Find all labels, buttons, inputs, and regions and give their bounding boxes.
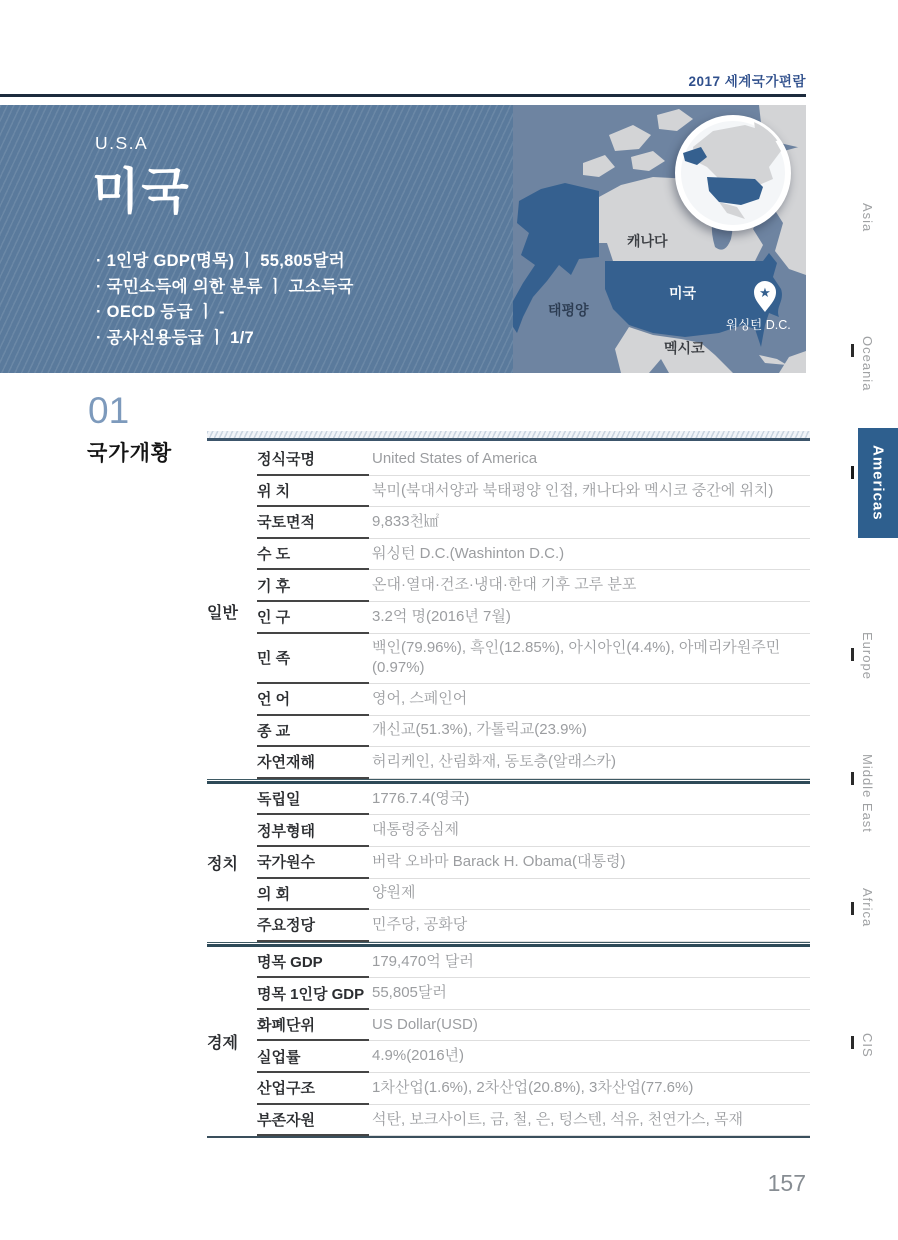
table-row xyxy=(257,716,810,748)
table-group xyxy=(207,784,810,942)
country-stat-line: · OECD 등급 ㅣ - xyxy=(96,303,225,321)
group-name: 일반 xyxy=(207,604,238,622)
row-value: 영어, 스페인어 xyxy=(369,684,810,716)
section-number: 01 xyxy=(88,390,130,431)
tab-asia: Asia xyxy=(860,203,875,233)
table-row xyxy=(257,602,810,634)
table-row xyxy=(257,539,810,571)
row-value: 허리케인, 산림화재, 동토층(알래스카) xyxy=(369,747,810,779)
map-label-usa: 미국 xyxy=(669,285,697,301)
row-label: 명목 GDP xyxy=(257,947,369,979)
row-label: 정부형태 xyxy=(257,815,369,847)
country-stat-line: · 1인당 GDP(명목) ㅣ 55,805달러 xyxy=(96,252,345,270)
table-row xyxy=(257,570,810,602)
row-label: 실업률 xyxy=(257,1041,369,1073)
hatch-bar xyxy=(207,431,810,441)
table-row xyxy=(257,910,810,942)
country-hero xyxy=(0,105,806,373)
page-number: 157 xyxy=(767,1170,806,1196)
table-row xyxy=(257,815,810,847)
table-group xyxy=(207,444,810,779)
row-label: 독립일 xyxy=(257,784,369,816)
row-label: 기 후 xyxy=(257,570,369,602)
svg-text:★: ★ xyxy=(759,285,771,300)
row-value: 1차산업(1.6%), 2차산업(20.8%), 3차산업(77.6%) xyxy=(369,1073,810,1105)
row-label: 산업구조 xyxy=(257,1073,369,1105)
table-row xyxy=(257,684,810,716)
tab-tick xyxy=(851,902,854,915)
section-title: 국가개황 xyxy=(87,442,173,465)
tab-middle-east: Middle East xyxy=(860,754,875,833)
table-row xyxy=(257,507,810,539)
table-row xyxy=(257,879,810,911)
map-label-pacific: 태평양 xyxy=(548,302,589,318)
row-label: 화폐단위 xyxy=(257,1010,369,1042)
edition-header: 2017 세계국가편람 xyxy=(688,74,806,89)
country-map xyxy=(513,105,806,373)
tab-europe: Europe xyxy=(860,632,875,680)
table-group xyxy=(207,947,810,1137)
top-rule xyxy=(0,94,806,97)
group-rows xyxy=(257,947,810,1137)
row-label: 국토면적 xyxy=(257,507,369,539)
table-row xyxy=(257,1105,810,1137)
map-label-capital: 워싱턴 D.C. xyxy=(726,318,791,332)
row-value: 온대·열대·건조·냉대·한대 기후 고루 분포 xyxy=(369,570,810,602)
row-value: 양원제 xyxy=(369,879,810,911)
tab-africa: Africa xyxy=(860,888,875,928)
row-value: 워싱턴 D.C.(Washinton D.C.) xyxy=(369,539,810,571)
row-value: 4.9%(2016년) xyxy=(369,1041,810,1073)
row-value: 백인(79.96%), 흑인(12.85%), 아시아인(4.4%), 아메리카원주민(0.97%) xyxy=(369,634,810,684)
row-label: 주요정당 xyxy=(257,910,369,942)
row-value: 대통령중심제 xyxy=(369,815,810,847)
row-value: 버락 오바마 Barack H. Obama(대통령) xyxy=(369,847,810,879)
row-value: 개신교(51.3%), 가톨릭교(23.9%) xyxy=(369,716,810,748)
row-value: 민주당, 공화당 xyxy=(369,910,810,942)
table-row xyxy=(257,1041,810,1073)
table-row xyxy=(257,634,810,684)
row-value: 179,470억 달러 xyxy=(369,947,810,979)
tab-tick xyxy=(851,344,854,357)
table-row xyxy=(257,784,810,816)
row-label: 위 치 xyxy=(257,476,369,508)
tab-tick xyxy=(851,1036,854,1049)
row-label: 자연재해 xyxy=(257,747,369,779)
group-rows xyxy=(257,444,810,779)
row-label: 부존자원 xyxy=(257,1105,369,1137)
table-row xyxy=(257,947,810,979)
row-value: United States of America xyxy=(369,444,810,476)
tab-cis: CIS xyxy=(860,1033,875,1058)
table-row xyxy=(257,1010,810,1042)
tab-tick xyxy=(851,648,854,661)
row-label: 의 회 xyxy=(257,879,369,911)
row-value: 석탄, 보크사이트, 금, 철, 은, 텅스텐, 석유, 천연가스, 목재 xyxy=(369,1105,810,1137)
row-value: 9,833천㎢ xyxy=(369,507,810,539)
table-row xyxy=(257,747,810,779)
row-label: 정식국명 xyxy=(257,444,369,476)
map-label-canada: 캐나다 xyxy=(627,233,668,249)
row-value: US Dollar(USD) xyxy=(369,1010,810,1042)
row-value: 1776.7.4(영국) xyxy=(369,784,810,816)
table-row xyxy=(257,847,810,879)
table-row xyxy=(257,444,810,476)
group-name: 정치 xyxy=(207,856,238,874)
table-bottom-rule xyxy=(207,1136,810,1138)
country-stat-line: · 공사신용등급 ㅣ 1/7 xyxy=(96,328,254,347)
country-name-ko: 미국 xyxy=(92,165,191,219)
tab-americas: Americas xyxy=(858,428,898,538)
row-label: 종 교 xyxy=(257,716,369,748)
row-label: 국가원수 xyxy=(257,847,369,879)
globe-inset xyxy=(678,113,788,228)
tab-oceania: Oceania xyxy=(860,336,875,392)
country-key-stats xyxy=(96,249,354,351)
group-name: 경제 xyxy=(207,1034,238,1052)
row-value: 북미(북대서양과 북태평양 인접, 캐나다와 멕시코 중간에 위치) xyxy=(369,476,810,508)
row-label: 수 도 xyxy=(257,539,369,571)
map-label-mexico: 멕시코 xyxy=(664,340,705,356)
row-value: 3.2억 명(2016년 7월) xyxy=(369,602,810,634)
tab-tick xyxy=(851,772,854,785)
row-label: 민 족 xyxy=(257,634,369,684)
row-label: 인 구 xyxy=(257,602,369,634)
group-rows xyxy=(257,784,810,942)
row-value: 55,805달러 xyxy=(369,978,810,1010)
country-name-en: U.S.A xyxy=(95,133,149,153)
table-row xyxy=(257,1073,810,1105)
table-row xyxy=(257,476,810,508)
row-label: 언 어 xyxy=(257,684,369,716)
overview-table xyxy=(207,444,810,1138)
table-row xyxy=(257,978,810,1010)
country-stat-line: · 국민소득에 의한 분류 ㅣ 고소득국 xyxy=(96,277,354,296)
country-title-panel xyxy=(0,105,513,373)
tab-tick xyxy=(851,466,854,479)
row-label: 명목 1인당 GDP xyxy=(257,978,369,1010)
